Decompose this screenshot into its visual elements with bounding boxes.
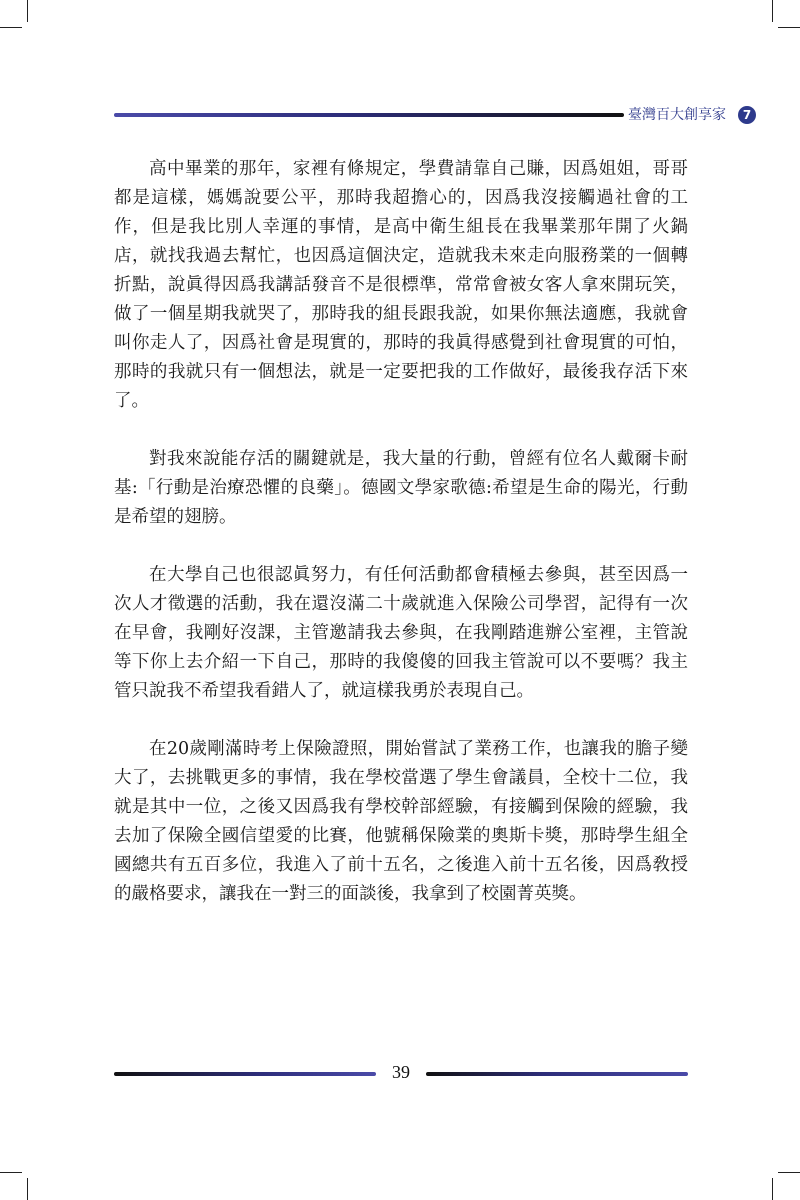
paragraph: 在大學自己也很認眞努力，有任何活動都會積極去參與，甚至因爲一次人才徵選的活動，我在還沒滿二十歲就進入保險公司學習，記得有一次在早會，我剛好沒課，主管邀請我去參與，在我剛踏進辦公室裡，主管說等下你上去介紹一下自己，那時的我傻傻的回我主管說可以不要嗎？我主管只說我不希望我看錯人了，就這樣我勇於表現自己。 [114,565,688,701]
crop-mark-bottom-left-h [0,1172,22,1173]
volume-badge: 7 [738,106,756,124]
crop-mark-bottom-right [772,1178,773,1200]
crop-mark-top-left-h [0,27,22,28]
crop-mark-bottom-left [27,1178,28,1200]
paragraph: 在20歲剛滿時考上保險證照，開始嘗試了業務工作，也讓我的膽子變大了，去挑戰更多的事情，我在學校當選了學生會議員，全校十二位，我就是其中一位，之後又因爲我有學校幹部經驗，有接觸到保險的經驗，我去加了保險全國信望愛的比賽，他號稱保險業的奧斯卡獎，那時學生組全國總共有五百多位，我進入了前十五名，之後進入前十五名後，因爲敎授的嚴格要求，讓我在一對三的面談後，我拿到了校園菁英獎。 [114,739,688,904]
header-rule [114,113,624,117]
footer-rule-right [426,1072,688,1076]
crop-mark-top-right-h [778,27,800,28]
running-header-title: 臺灣百大創享家 [628,107,726,123]
crop-mark-top-left [27,0,28,22]
paragraph: 高中畢業的那年，家裡有條規定，學費請靠自己賺，因爲姐姐，哥哥都是這樣，媽媽說要公平，那時我超擔心的，因爲我沒接觸過社會的工作，但是我比別人幸運的事情，是高中衛生組長在我畢業那年開了火鍋店，就找我過去幫忙，也因爲這個決定，造就我未來走向服務業的一個轉折點，說眞得因爲我講話發音不是很標準，常常會被女客人拿來開玩笑，做了一個星期我就哭了，那時我的組長跟我說，如果你無法適應，我就會叫你走人了，因爲社會是現實的，那時的我眞得感覺到社會現實的可怕， 那時的我就只有一個想法，就是一定要把我的工作做好，最後我存活下來了。 [114,159,688,411]
page-number: 39 [392,1062,410,1082]
footer-rule-left [114,1072,376,1076]
page-body [114,155,688,909]
crop-mark-top-right [772,0,773,22]
paragraph: 對我來說能存活的關鍵就是，我大量的行動，曾經有位名人戴爾卡耐基:「行動是治療恐懼的良藥」。德國文學家歌德:希望是生命的陽光，行動是希望的翅膀。 [114,449,688,527]
crop-mark-bottom-right-h [778,1172,800,1173]
